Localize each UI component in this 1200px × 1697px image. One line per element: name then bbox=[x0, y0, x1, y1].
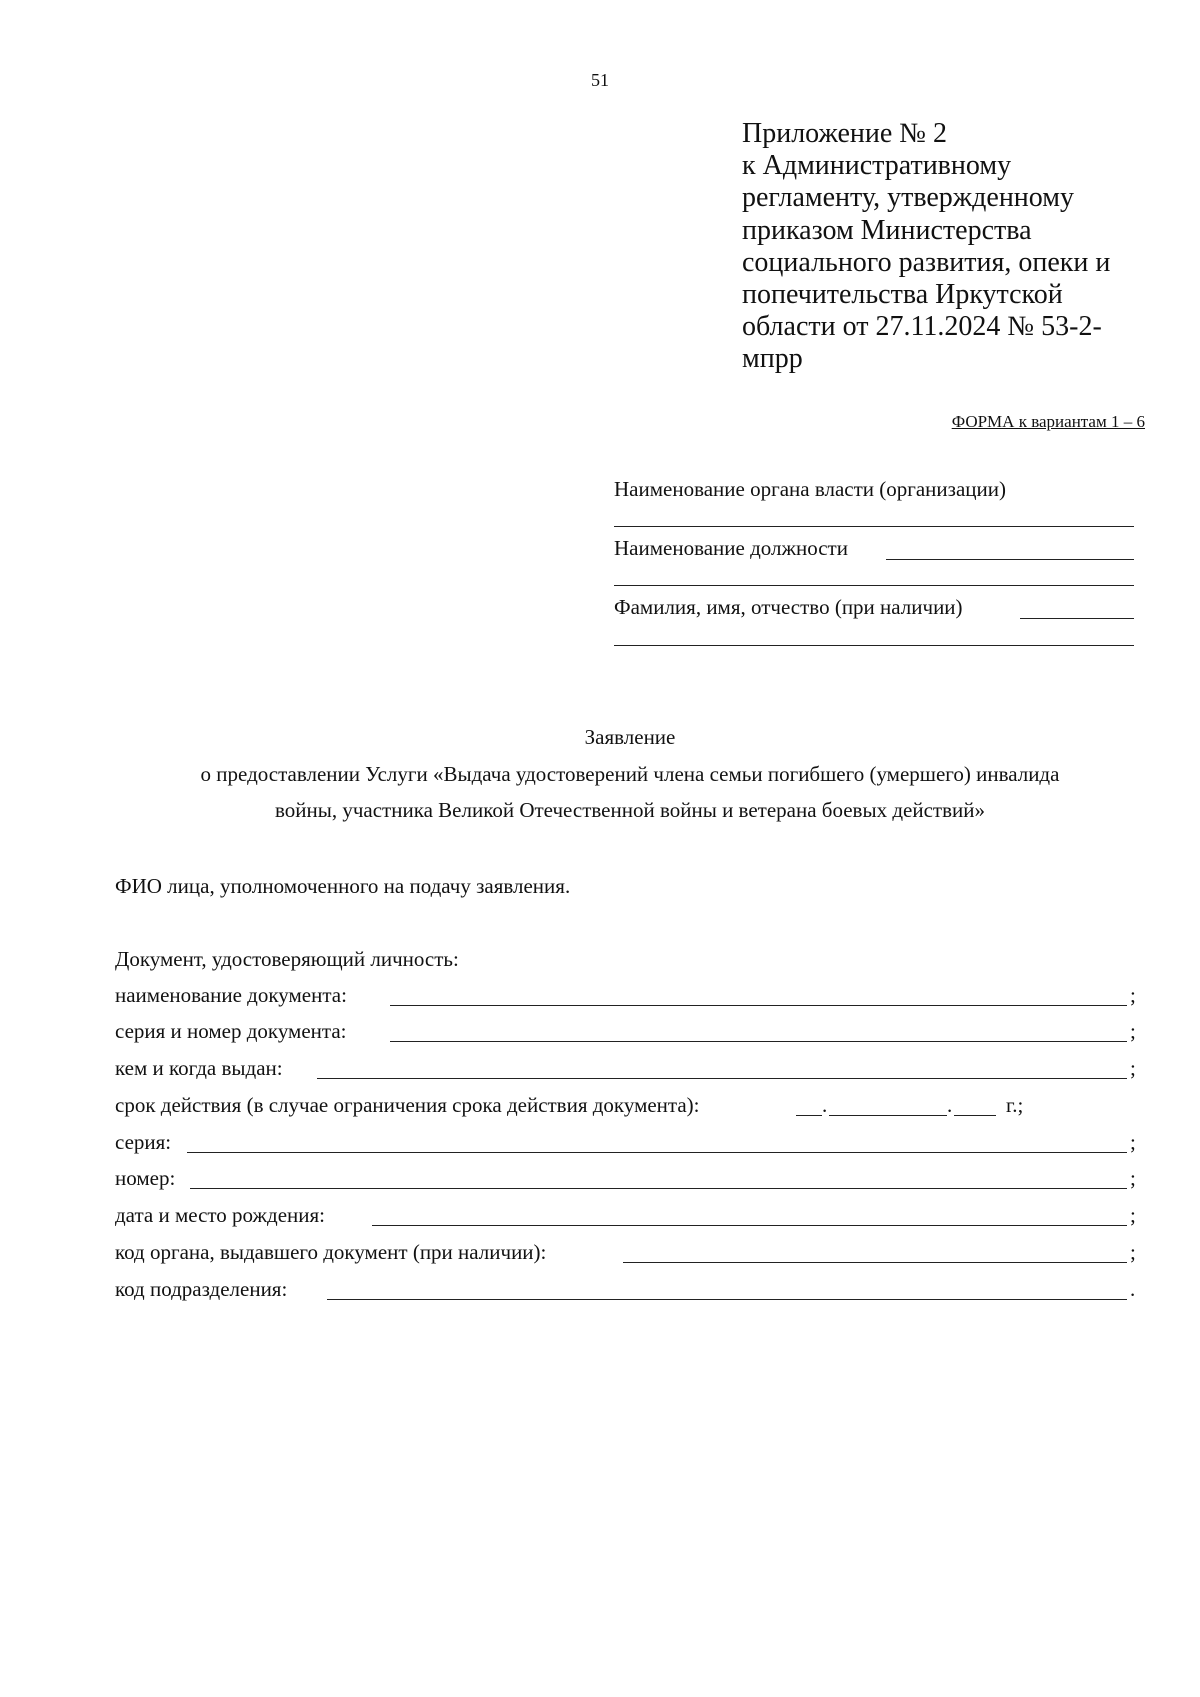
document-name-field[interactable] bbox=[390, 1005, 1127, 1006]
date-separator: . bbox=[822, 1093, 828, 1117]
appendix-line: регламенту, утвержденному bbox=[742, 182, 1074, 214]
birth-date-place-field[interactable] bbox=[372, 1225, 1127, 1226]
form-variant-label: ФОРМА к вариантам 1 – 6 bbox=[951, 412, 1145, 431]
full-name-inline-line[interactable] bbox=[1020, 618, 1134, 619]
identity-document-heading: Документ, удостоверяющий личность: bbox=[115, 947, 459, 971]
field-end-mark: ; bbox=[1130, 1240, 1136, 1264]
field-end-mark: ; bbox=[1130, 1056, 1136, 1080]
issuing-authority-code-label: код органа, выдавшего документ (при наличии): bbox=[115, 1240, 547, 1264]
position-name-label: Наименование должности bbox=[614, 536, 848, 560]
authority-name-label: Наименование органа власти (организации) bbox=[614, 477, 1006, 501]
appendix-line: области от 27.11.2024 № 53-2- bbox=[742, 311, 1102, 343]
birth-date-place-label: дата и место рождения: bbox=[115, 1203, 326, 1227]
appendix-line: мпрр bbox=[742, 343, 803, 375]
validity-month-field[interactable] bbox=[829, 1115, 947, 1116]
field-end-mark: ; bbox=[1130, 983, 1136, 1007]
statement-subject-line: о предоставлении Услуги «Выдача удостоверений члена семьи погибшего (умершего) инвалида bbox=[200, 762, 1060, 786]
validity-year-field[interactable] bbox=[954, 1115, 996, 1116]
appendix-heading bbox=[742, 118, 1162, 376]
subdivision-code-label: код подразделения: bbox=[115, 1277, 288, 1301]
year-suffix: г.; bbox=[1006, 1093, 1024, 1117]
subdivision-code-field[interactable] bbox=[327, 1299, 1127, 1300]
full-name-line[interactable] bbox=[614, 645, 1134, 646]
validity-period-label: срок действия (в случае ограничения срока действия документа): bbox=[115, 1093, 700, 1117]
document-series-number-label: серия и номер документа: bbox=[115, 1019, 347, 1043]
document-name-label: наименование документа: bbox=[115, 983, 347, 1007]
appendix-line: к Административному bbox=[742, 150, 1012, 182]
number-label: номер: bbox=[115, 1166, 176, 1190]
statement-title: Заявление bbox=[584, 725, 676, 749]
appendix-line: социального развития, опеки и bbox=[742, 246, 1111, 278]
series-label: серия: bbox=[115, 1130, 172, 1154]
statement-subject-line: войны, участника Великой Отечественной войны и ветерана боевых действий» bbox=[275, 798, 985, 822]
authority-name-line[interactable] bbox=[614, 526, 1134, 527]
validity-day-field[interactable] bbox=[796, 1115, 822, 1116]
document-series-number-field[interactable] bbox=[390, 1041, 1127, 1042]
issued-by-label: кем и когда выдан: bbox=[115, 1056, 283, 1080]
authorized-person-label: ФИО лица, уполномоченного на подачу заявления. bbox=[115, 874, 571, 898]
issuing-authority-code-field[interactable] bbox=[623, 1262, 1127, 1263]
appendix-line: Приложение № 2 bbox=[742, 118, 947, 149]
field-end-mark: ; bbox=[1130, 1203, 1136, 1227]
page-number: 51 bbox=[591, 70, 609, 90]
series-field[interactable] bbox=[187, 1152, 1127, 1153]
date-separator: . bbox=[947, 1093, 953, 1117]
position-name-line[interactable] bbox=[614, 585, 1134, 586]
number-field[interactable] bbox=[190, 1188, 1127, 1189]
field-end-mark: ; bbox=[1130, 1019, 1136, 1043]
issued-by-field[interactable] bbox=[317, 1078, 1127, 1079]
field-end-mark: . bbox=[1130, 1277, 1136, 1301]
field-end-mark: ; bbox=[1130, 1166, 1136, 1190]
position-name-inline-line[interactable] bbox=[886, 559, 1134, 560]
appendix-line: приказом Министерства bbox=[742, 214, 1032, 246]
appendix-line: попечительства Иркутской bbox=[742, 279, 1063, 311]
full-name-label: Фамилия, имя, отчество (при наличии) bbox=[614, 595, 963, 619]
field-end-mark: ; bbox=[1130, 1130, 1136, 1154]
